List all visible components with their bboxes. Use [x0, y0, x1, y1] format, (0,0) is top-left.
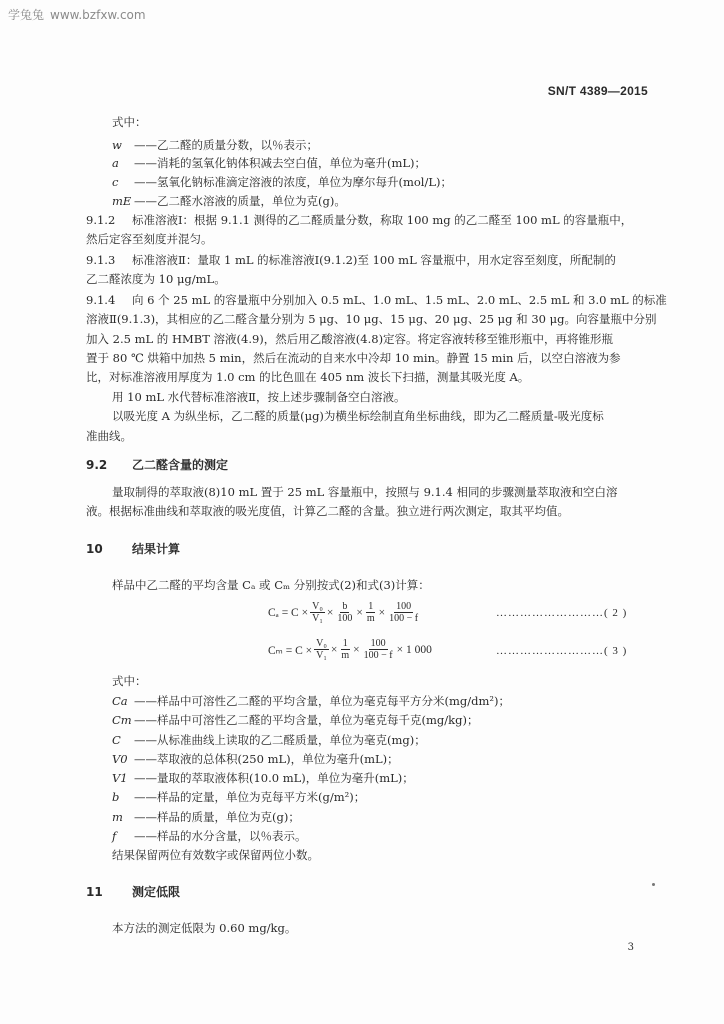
var-desc: ——消耗的氢氧化钠体积减去空白值，单位为毫升(mL)；	[134, 156, 427, 170]
var-desc: ——萃取液的总体积(250 mL)，单位为毫升(mL)；	[134, 752, 399, 766]
var-row	[112, 155, 426, 171]
section-number: 11	[86, 885, 103, 899]
var-row	[112, 137, 318, 153]
var-desc: ——样品中可溶性乙二醛的平均含量，单位为毫克每千克(mg/kg)；	[134, 713, 479, 727]
fraction: $\frac{100}{100 - f}$	[363, 638, 393, 661]
section-title: 乙二醛含量的测定	[132, 458, 229, 472]
fraction: $\frac{100}{100 - f}$	[389, 601, 419, 624]
var-desc: ——量取的萃取液体积(10.0 mL)，单位为毫升(mL)；	[134, 771, 414, 785]
var-symbol: Cm	[112, 713, 132, 727]
var-row	[112, 789, 365, 805]
formula-lhs: Cₘ = C ×	[268, 644, 313, 657]
var-symbol: m	[112, 810, 123, 824]
section-title: 结果计算	[132, 542, 181, 556]
formula-ref-3: ………………………( 3 )	[496, 645, 628, 657]
var-row	[112, 751, 399, 767]
paragraph: 结果保留两位有效数字或保留两位小数。	[112, 848, 319, 862]
var-symbol: mE	[112, 194, 132, 208]
paragraph: 量取制得的萃取液(8)10 mL 置于 25 mL 容量瓶中，按照与 9.1.4 相同的步骤测量萃取液和空白溶	[112, 485, 618, 499]
var-desc: ——乙二醛的质量分数，以％表示；	[134, 138, 318, 152]
scan-speck	[652, 883, 655, 886]
section-heading-11	[86, 883, 180, 900]
paragraph: 液。根据标准曲线和萃取液的吸光度值，计算乙二醛的含量。独立进行两次测定，取其平均值。	[86, 504, 569, 518]
clause-text: 标准溶液Ⅱ：量取 1 mL 的标准溶液Ⅰ(9.1.2)至 100 mL 容量瓶中，用水定容至刻度，所配制的	[132, 253, 616, 267]
clause-9-1-2	[86, 212, 632, 228]
fraction: $\frac{\text{V₀}}{\text{V₁}}$	[312, 601, 323, 624]
var-desc: ——从标准曲线上读取的乙二醛质量，单位为毫克(mg)；	[134, 733, 426, 747]
var-row	[112, 193, 346, 209]
section-number: 10	[86, 542, 103, 556]
var-row	[112, 712, 478, 728]
fraction: $\frac{1}{m}$	[341, 638, 350, 661]
clause-9-1-4	[86, 292, 667, 308]
var-row	[112, 174, 452, 190]
paragraph: 准曲线。	[86, 429, 132, 443]
watermark-url: www.bzfxw.com	[50, 8, 146, 22]
paragraph: 以吸光度 A 为纵坐标，乙二醛的质量(μg)为横坐标绘制直角坐标曲线，即为乙二醛质量-吸光度标	[112, 409, 604, 423]
var-desc: ——样品中可溶性乙二醛的平均含量，单位为毫克每平方分米(mg/dm²)；	[134, 694, 510, 708]
var-symbol: V0	[112, 752, 128, 766]
clause-number: 9.1.3	[86, 253, 116, 267]
section-heading-10	[86, 540, 180, 557]
clause-9-1-3	[86, 252, 616, 268]
var-desc: ——样品的质量，单位为克(g)；	[134, 810, 300, 824]
var-desc: ——乙二醛水溶液的质量，单位为克(g)。	[134, 194, 346, 208]
paragraph: 本方法的测定低限为 0.60 mg/kg。	[112, 921, 297, 935]
standard-number: SN/T 4389—2015	[547, 84, 648, 98]
var-symbol: b	[112, 790, 120, 804]
formula-lhs: Cₐ = C ×	[268, 606, 309, 619]
clause-text: 乙二醛浓度为 10 μg/mL。	[86, 272, 226, 286]
clause-number: 9.1.4	[86, 293, 116, 307]
watermark	[8, 6, 146, 23]
var-symbol: w	[112, 138, 122, 152]
clause-text: 标准溶液Ⅰ：根据 9.1.1 测得的乙二醛质量分数，称取 100 mg 的乙二醛至 100 mL 的容量瓶中，	[132, 213, 633, 227]
clause-text: 比，对标准溶液用厚度为 1.0 cm 的比色皿在 405 nm 波长下扫描，测量其吸光度 A。	[86, 370, 530, 384]
var-desc: ——样品的定量，单位为克每平方米(g/m²)；	[134, 790, 366, 804]
section-number: 9.2	[86, 458, 108, 472]
fraction: $\frac{b}{100}$	[337, 601, 353, 624]
clause-number: 9.1.2	[86, 213, 116, 227]
var-desc: ——样品的水分含量，以％表示。	[134, 829, 307, 843]
var-symbol: C	[112, 733, 121, 747]
var-row	[112, 693, 510, 709]
fraction: $\frac{\text{V₀}}{\text{V₁}}$	[316, 638, 327, 661]
paragraph: 用 10 mL 水代替标准溶液Ⅱ，按上述步骤制备空白溶液。	[112, 390, 406, 404]
formula-ref-2: ………………………( 2 )	[496, 607, 628, 619]
where-label: 式中：	[112, 115, 147, 129]
fraction: $\frac{1}{m}$	[366, 601, 375, 624]
formula-3: Cₘ = C × $\frac{\text{V₀}}{\text{V₁}}$ × $\frac{1}{m}$ × $\frac{100}{100 - f}$ × 1 000	[268, 638, 432, 661]
var-symbol: f	[112, 829, 117, 843]
var-row	[112, 732, 426, 748]
var-symbol: a	[112, 156, 119, 170]
var-symbol: V1	[112, 771, 128, 785]
clause-text: 置于 80 ℃ 烘箱中加热 5 min，然后在流动的自来水中冷却 10 min。静置 15 min 后，以空白溶液为参	[86, 351, 621, 365]
var-row	[112, 770, 414, 786]
clause-text: 向 6 个 25 mL 的容量瓶中分别加入 0.5 mL、1.0 mL、1.5 mL、2.0 mL、2.5 mL 和 3.0 mL 的标准	[132, 293, 667, 307]
paragraph: 样品中乙二醛的平均含量 Cₐ 或 Cₘ 分别按式(2)和式(3)计算：	[112, 578, 430, 592]
var-row	[112, 809, 300, 825]
section-title: 测定低限	[132, 885, 181, 899]
watermark-brand: 学兔兔	[8, 8, 45, 22]
var-symbol: c	[112, 175, 119, 189]
clause-text: 然后定容至刻度并混匀。	[86, 232, 213, 246]
page-number: 3	[627, 942, 634, 953]
var-desc: ——氢氧化钠标准滴定溶液的浓度，单位为摩尔每升(mol/L)；	[134, 175, 452, 189]
section-heading-9-2	[86, 456, 228, 473]
var-symbol: Ca	[112, 694, 128, 708]
var-row	[112, 828, 307, 844]
formula-2: Cₐ = C × $\frac{\text{V₀}}{\text{V₁}}$ × $\frac{b}{100}$ × $\frac{1}{m}$ × $\frac{100}{100 - f}$	[268, 601, 419, 624]
where-label: 式中：	[112, 674, 147, 688]
clause-text: 加入 2.5 mL 的 HMBT 溶液(4.9)，然后用乙酸溶液(4.8)定容。将定容液转移至锥形瓶中，再将锥形瓶	[86, 332, 614, 346]
clause-text: 溶液Ⅱ(9.1.3)，其相应的乙二醛含量分别为 5 μg、10 μg、15 μg、20 μg、25 μg 和 30 μg。向容量瓶中分别	[86, 312, 657, 326]
